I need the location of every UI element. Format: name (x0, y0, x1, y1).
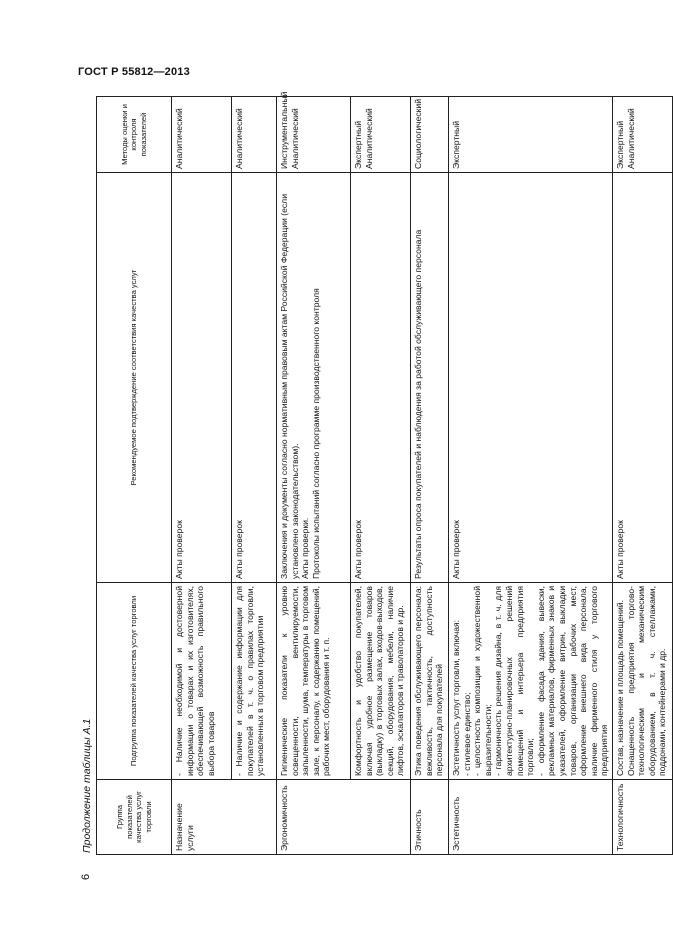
cell-method: Экспертный Аналитический (351, 97, 411, 173)
table-row (612, 97, 672, 855)
table-row (232, 97, 277, 855)
table-caption: Продолжение таблицы А.1 (81, 718, 93, 853)
table-row (172, 97, 232, 855)
rotated-table-block (80, 91, 668, 855)
cell-method: Аналитический (172, 97, 232, 173)
table-row (351, 97, 411, 855)
cell-subgroup: Состав, назначение и площадь помещений. Оснащенность предприятия торгово-технологическим и механическим оборудованием, в т. ч. стеллажами, поддонами, контейнерами и др. (612, 583, 672, 780)
cell-subgroup: Этика поведения обслуживающего персонала: вежливость, тактичность, доступность персонала для покупателей (411, 583, 449, 780)
table-header-row (97, 97, 172, 855)
cell-group: Эргономичность (277, 780, 411, 855)
cell-confirmation: Акты проверок (449, 173, 613, 583)
page-number: 6 (80, 873, 92, 880)
col-header-subgroup: Подгруппа показателей качества услуг торговли (97, 583, 172, 780)
table-row (277, 97, 351, 855)
cell-subgroup: Эстетичность услуг торговли, включая: - стилевое единство; - целостность композиции и художественной выразительности; - гармоничность решения дизайна, в т. ч. для архитектурно-планировочных решений помещений и интерьера предприятия торговли; - оформление фасада здания, вывески, рекламных материалов, фирменных знаков и указателей, оформление витрин, выкладки товаров, организации рабочих мест, оформление внешнего вида персонала, наличие фирменного стиля у торгового предприятия (449, 583, 613, 780)
cell-method: Инструментальный Аналитический (277, 97, 351, 173)
cell-group: Этичность (411, 780, 449, 855)
document-header: ГОСТ Р 55812—2013 (78, 66, 190, 78)
cell-confirmation: Заключения и документы согласно нормативным правовым актам Российской Федерации (если установлено законодательством). Акты проверки. Протоколы испытаний согласно программе производственного контроля (277, 173, 351, 583)
cell-confirmation: Акты проверок (232, 173, 277, 583)
table-row (449, 97, 613, 855)
cell-confirmation: Акты проверок (612, 173, 672, 583)
cell-subgroup: Гигиенические показатели к уровню освещенности, вентилируемости, запыленности, шума, температуры в торговом зале, к персоналу, к содержанию помещений, рабочих мест, оборудования и т. п. (277, 583, 351, 780)
cell-method: Социологический (411, 97, 449, 173)
cell-method: Экспертный Аналитический (612, 97, 672, 173)
quality-indicators-table (96, 91, 673, 855)
cell-subgroup: Комфортность и удобство покупателей, включая удобное размещение товаров (выкладку) в торговых залах, входов-выходов, секций, оборудования, мебели, наличие лифтов, эскалаторов и траволаторов и др. (351, 583, 411, 780)
col-header-methods: Методы оценки и контроля показателей (97, 97, 172, 173)
cell-confirmation: Акты проверок (351, 173, 411, 583)
table-row (411, 97, 449, 855)
cell-group: Эстетичность (449, 780, 613, 855)
cell-group: Технологичность (612, 780, 672, 855)
cell-confirmation: Результаты опроса покупателей и наблюдения за работой обслуживающего персонала (411, 173, 449, 583)
cell-method: Аналитический (232, 97, 277, 173)
cell-subgroup: - Наличие и содержание информации для покупателей в т. ч. о правилах торговли, установленных в торговом предприятии (232, 583, 277, 780)
cell-confirmation: Акты проверок (172, 173, 232, 583)
col-header-confirmation: Рекомендуемое подтверждение соответствия качества услуг (97, 173, 172, 583)
col-header-group: Группа показателей качества услуг торговли (97, 780, 172, 855)
cell-group: Назначение услуги (172, 780, 277, 855)
cell-method: Экспертный (449, 97, 613, 173)
cell-subgroup: - Наличие необходимой и достоверной информации о товарах и их изготовителях, обеспечивающей возможность правильного выбора товаров (172, 583, 232, 780)
